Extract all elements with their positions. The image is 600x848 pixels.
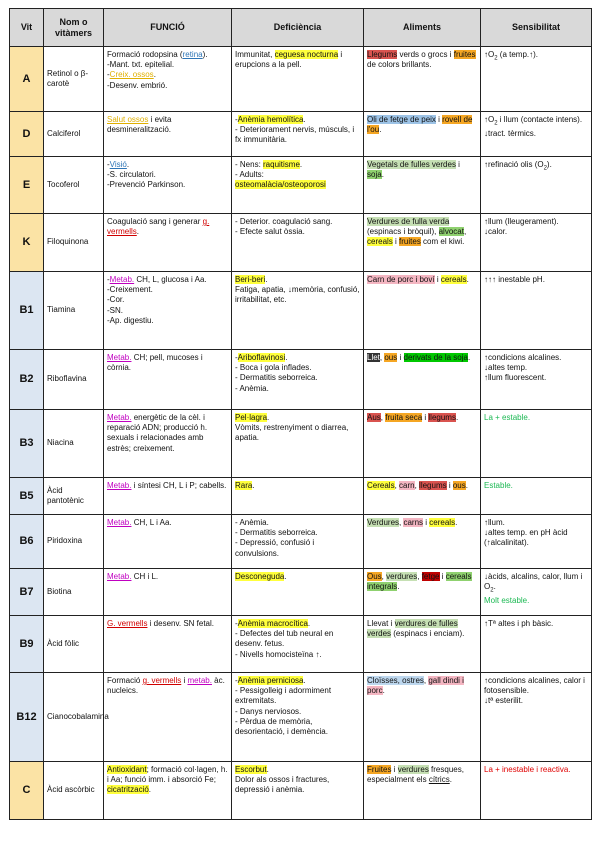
deficiencia-cell: -Ariboflavinosi. - Boca i gola inflades. - Dermatitis seborreica. - Anèmia. [232,350,364,410]
vit-name: Piridoxina [44,515,104,569]
aliments-cell: Llet, ous i derivats de la soja. [364,350,481,410]
vit-label: B5 [10,478,44,515]
vit-name: Àcid fòlic [44,616,104,673]
vit-name: Filoquinona [44,214,104,272]
aliments-cell: Vegetals de fulles verdes i soja. [364,157,481,214]
funcio-cell: Metab. CH i L. [104,569,232,616]
deficiencia-cell: - Anèmia. - Dermatitis seborreica. - Depressió, confusió i convulsions. [232,515,364,569]
vit-label: C [10,762,44,820]
funcio-cell: Coagulació sang i generar g. vermells. [104,214,232,272]
sensibilitat-cell: La + inestable i reactiva. [481,762,592,820]
aliments-cell: Verdures de fulla verda (espinacs i bròquil), alvocat, cereals i fruites com el kiwi. [364,214,481,272]
sensibilitat-cell: ↑condicions alcalines, calor i fotosensible. ↓tª esterilit. [481,673,592,762]
header-row [10,9,592,47]
header-sensibilitat: Sensibilitat [481,9,592,47]
deficiencia-cell: -Anèmia perniciosa. - Pessigolleig i adormiment extremitats. - Danys nerviosos. - Pèrdua de memòria, desorientació, i demència. [232,673,364,762]
vit-label: D [10,112,44,157]
row-b6 [10,515,592,569]
row-k [10,214,592,272]
funcio-cell: G. vermells i desenv. SN fetal. [104,616,232,673]
deficiencia-cell: Desconeguda. [232,569,364,616]
vit-label: B2 [10,350,44,410]
vit-name: Retinol o β-carotè [44,47,104,112]
deficiencia-cell: -Anèmia hemolítica. - Deteriorament nervis, músculs, i fx immunitària. [232,112,364,157]
row-b3 [10,410,592,478]
vit-name: Tiamina [44,272,104,350]
funcio-cell: -Metab. CH, L, glucosa i Aa. -Creixement. -Cor. -SN. -Ap. digestiu. [104,272,232,350]
sensibilitat-cell: La + estable. [481,410,592,478]
vit-name: Cianocobalamina [44,673,104,762]
vit-name: Niacina [44,410,104,478]
vit-name: Riboflavina [44,350,104,410]
funcio-cell: Metab. CH; pell, mucoses i còrnia. [104,350,232,410]
vit-label: A [10,47,44,112]
deficiencia-cell: Immunitat, ceguesa nocturna i erupcions a la pell. [232,47,364,112]
row-b1 [10,272,592,350]
vit-name: Biotina [44,569,104,616]
vit-label: B9 [10,616,44,673]
vit-name: Tocoferol [44,157,104,214]
row-b2 [10,350,592,410]
header-deficiencia: Deficiència [232,9,364,47]
deficiencia-cell: Rara. [232,478,364,515]
sensibilitat-cell: ↑llum (lleugerament). ↓calor. [481,214,592,272]
sensibilitat-cell: ↑llum. ↓altes temp. en pH àcid (↑alcalinitat). [481,515,592,569]
header-funcio: FUNCIÓ [104,9,232,47]
funcio-cell: Formació g. vermells i metab. àc. nucleics. [104,673,232,762]
deficiencia-cell: Beri-beri. Fatiga, apatia, ↓memòria, confusió, irritabilitat, etc. [232,272,364,350]
deficiencia-cell: - Deterior. coagulació sang. - Efecte salut òssia. [232,214,364,272]
vit-name: Àcid ascòrbic [44,762,104,820]
row-c [10,762,592,820]
aliments-cell: Llevat i verdures de fulles verdes (espinacs i enciam). [364,616,481,673]
sensibilitat-cell: ↓àcids, alcalins, calor, llum i $O_2$. Molt estable. [481,569,592,616]
aliments-cell: Ous, verdures, fetge i cereals integrals. [364,569,481,616]
deficiencia-cell: Escorbut. Dolor als ossos i fractures, depressió i anèmia. [232,762,364,820]
aliments-cell: Llegums verds o grocs i fruites de colors brillants. [364,47,481,112]
funcio-cell: Formació rodopsina (retina). -Mant. txt. epitelial. -Creix. ossos. -Desenv. embrió. [104,47,232,112]
vit-name: Àcid pantotènic [44,478,104,515]
vitamins-table [9,8,592,820]
sensibilitat-cell: $↑O_2$ (a temp.↑). [481,47,592,112]
row-e [10,157,592,214]
aliments-cell: Cloïsses, ostres, gall dindi i porc. [364,673,481,762]
funcio-cell: -Visió. -S. circulatori. -Prevenció Parkinson. [104,157,232,214]
aliments-cell: Verdures, carns i cereals. [364,515,481,569]
vit-label: E [10,157,44,214]
sensibilitat-cell: ↑condicions alcalines. ↓altes temp. ↑llum fluorescent. [481,350,592,410]
row-a [10,47,592,112]
aliments-cell: Carn de porc i boví i cereals. [364,272,481,350]
vit-label: B6 [10,515,44,569]
funcio-cell: Salut ossos i evita desmineralització. [104,112,232,157]
vit-name: Calciferol [44,112,104,157]
aliments-cell: Fruites i verdures fresques, especialment els cítrics. [364,762,481,820]
aliments-cell: Oli de fetge de peix i rovell de l'ou. [364,112,481,157]
sensibilitat-cell: ↑Tª altes i ph bàsic. [481,616,592,673]
funcio-cell: Metab. i síntesi CH, L i P; cabells. [104,478,232,515]
funcio-cell: Metab. energètic de la cèl. i reparació ADN; producció h. sexuals i relacionades amb estrès; creixement. [104,410,232,478]
sensibilitat-cell: Estable. [481,478,592,515]
funcio-cell: Antioxidant; formació col·lagen, h. i Aa; funció imm. i absorció Fe; cicatrització. [104,762,232,820]
deficiencia-cell: Pel·lagra. Vòmits, restrenyiment o diarrea, apatia. [232,410,364,478]
aliments-cell: Cereals, carn, llegums i ous. [364,478,481,515]
vit-label: B7 [10,569,44,616]
sensibilitat-cell: ↑refinació olis $(O_2)$. [481,157,592,214]
header-vit: Vit [10,9,44,47]
vit-label: B12 [10,673,44,762]
deficiencia-cell: -Anèmia macrocítica. - Defectes del tub neural en desenv. fetus. - Nivells homocisteïna ↑. [232,616,364,673]
aliments-cell: Aus, fruita seca i llegums. [364,410,481,478]
vit-label: K [10,214,44,272]
row-b5 [10,478,592,515]
deficiencia-cell: - Nens: raquitisme. - Adults: osteomalàcia/osteoporosi [232,157,364,214]
row-b7 [10,569,592,616]
vit-label: B3 [10,410,44,478]
header-name: Nom o vitàmers [44,9,104,47]
row-b12 [10,673,592,762]
header-aliments: Aliments [364,9,481,47]
row-d [10,112,592,157]
sensibilitat-cell: $↑O_2$ i llum (contacte intens). ↓tract. tèrmics. [481,112,592,157]
funcio-cell: Metab. CH, L i Aa. [104,515,232,569]
sensibilitat-cell: ↑↑↑ inestable pH. [481,272,592,350]
row-b9 [10,616,592,673]
vit-label: B1 [10,272,44,350]
